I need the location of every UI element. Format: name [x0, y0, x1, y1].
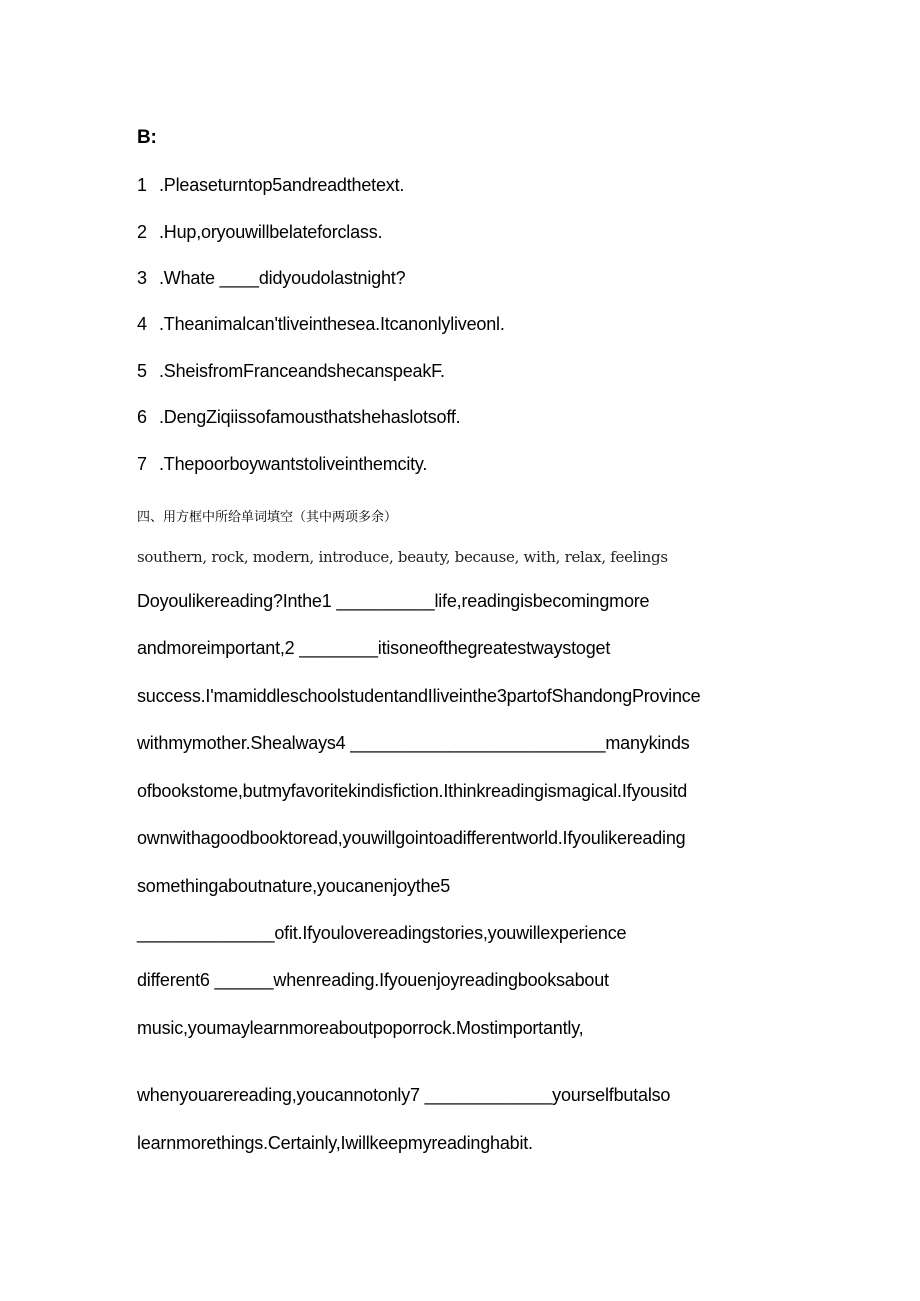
passage-line: different6 ______whenreading.Ifyouenjoyreadingbooksabout [137, 970, 609, 990]
item-text: .DengZiqiissofamousthatshehaslotsoff. [159, 407, 461, 427]
item-text: .Theanimalcan'tliveinthesea.Itcanonlyliveonl. [159, 314, 505, 334]
item-text: .Hup,oryouwillbelateforclass. [159, 222, 383, 242]
item-number: 2 [137, 222, 147, 242]
item-text: .SheisfromFranceandshecanspeakF. [159, 361, 445, 381]
word-bank: southern, rock, modern, introduce, beauty, because, with, relax, feelings [137, 548, 668, 566]
passage-line: music,youmaylearnmoreaboutpoporrock.Mostimportantly, [137, 1018, 584, 1038]
passage-line: Doyoulikereading?Inthe1 __________life,readingisbecomingmore [137, 591, 650, 611]
item-number: 1 [137, 175, 147, 195]
passage-line: success.I'mamiddleschoolstudentandIliveinthe3partofShandongProvince [137, 686, 701, 706]
list-item [137, 314, 505, 335]
item-number: 4 [137, 314, 147, 334]
item-text: .Thepoorboywantstoliveinthemcity. [159, 454, 428, 474]
passage-line: withmymother.Shealways4 __________________________manykinds [137, 733, 690, 753]
list-item [137, 175, 404, 196]
list-item [137, 222, 382, 243]
list-item [137, 361, 445, 382]
item-number: 5 [137, 361, 147, 381]
passage-line: learnmorethings.Certainly,Iwillkeepmyreadinghabit. [137, 1133, 533, 1153]
passage-line: ______________ofit.Ifyoulovereadingstories,youwillexperience [137, 923, 627, 943]
item-text: .Pleaseturntop5andreadthetext. [159, 175, 405, 195]
passage-line: ofbookstome,butmyfavoritekindisfiction.Ithinkreadingismagical.Ifyousitd [137, 781, 688, 801]
item-number: 6 [137, 407, 147, 427]
item-text: .Whate ____didyoudolastnight? [159, 268, 406, 288]
section-b-heading: B: [137, 127, 157, 148]
passage-line: somethingaboutnature,youcanenjoythe5 [137, 876, 451, 896]
item-number: 3 [137, 268, 147, 288]
passage-line: andmoreimportant,2 ________itisoneofthegreatestwaystoget [137, 638, 611, 658]
item-number: 7 [137, 454, 147, 474]
passage-line: whenyouarereading,youcannotonly7 _____________yourselfbutalso [137, 1085, 671, 1105]
section-instruction: 四、用方框中所给单词填空（其中两项多余） [137, 510, 398, 525]
list-item [137, 268, 405, 289]
list-item [137, 407, 460, 428]
list-item [137, 454, 427, 475]
passage-line: ownwithagoodbooktoread,youwillgointoadifferentworld.Ifyoulikereading [137, 828, 686, 848]
